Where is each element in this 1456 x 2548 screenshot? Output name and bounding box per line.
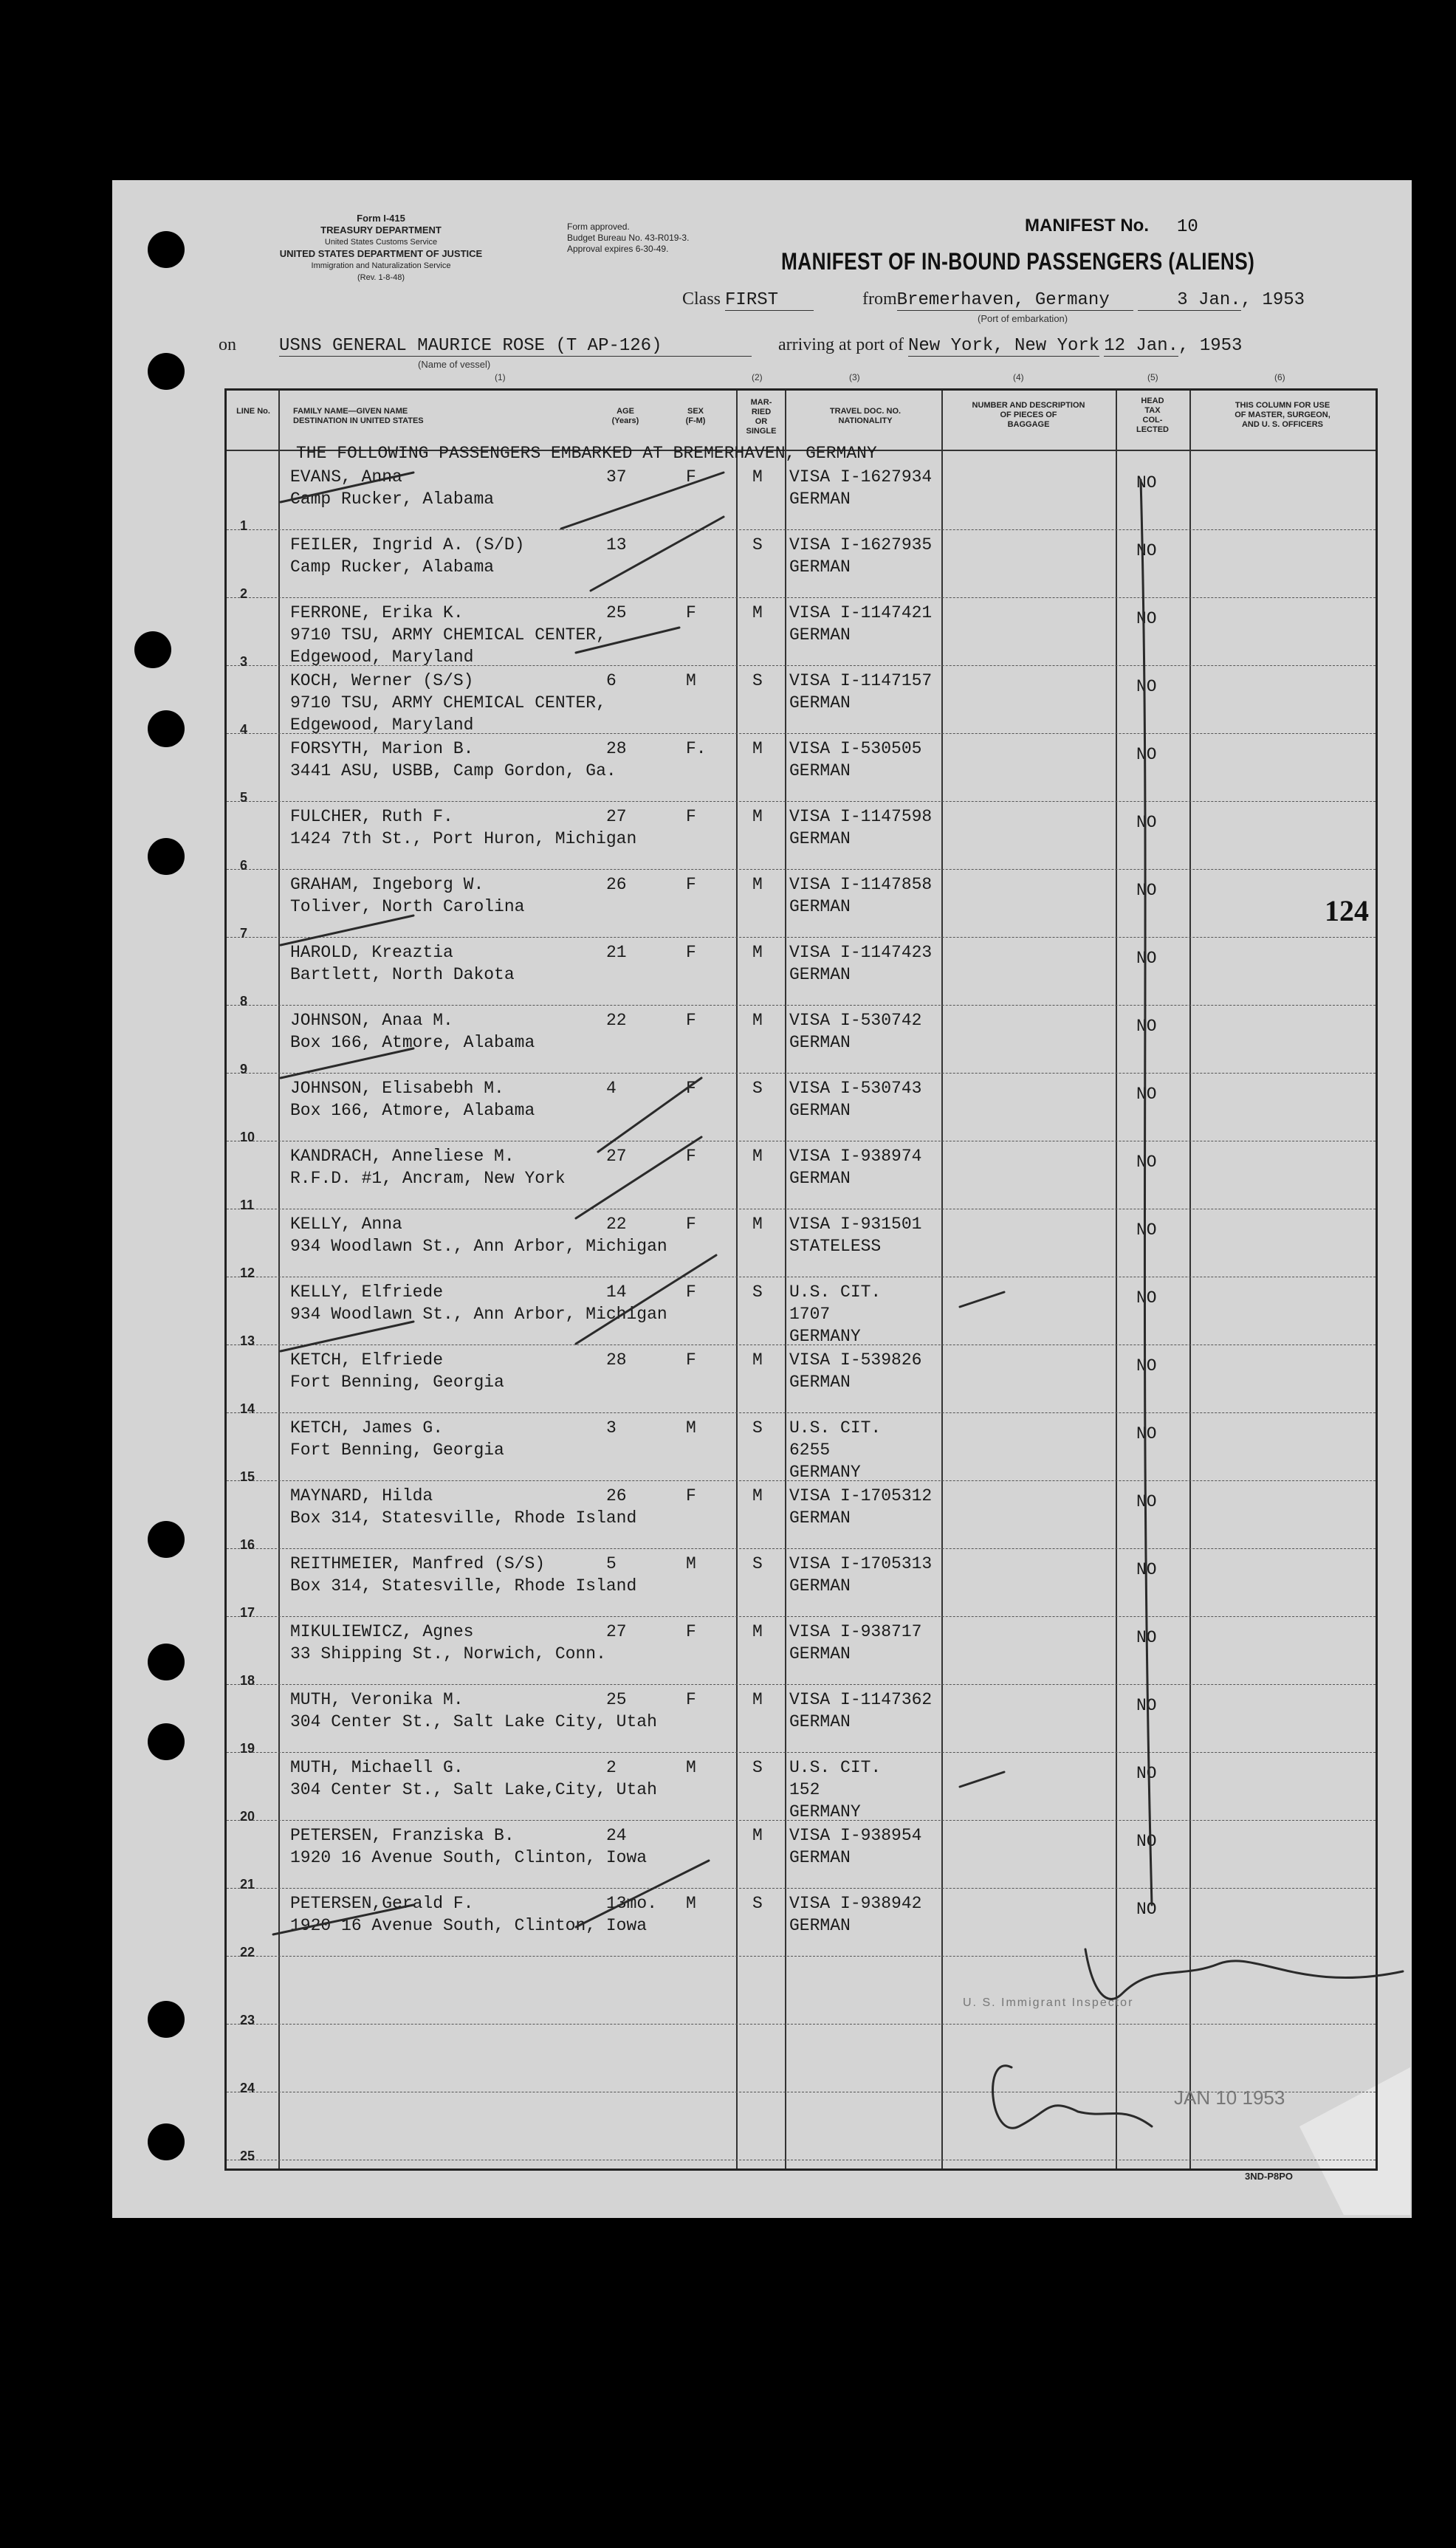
passenger-sex: M — [686, 1554, 696, 1573]
travel-doc-number: VISA I-1147362 — [789, 1690, 933, 1709]
passenger-destination: 9710 TSU, ARMY CHEMICAL CENTER, — [290, 693, 606, 712]
check-stroke — [281, 916, 413, 945]
column-number: (5) — [1147, 372, 1158, 382]
column-number: (1) — [495, 372, 506, 382]
passenger-nationality: GERMAN — [789, 1644, 851, 1663]
passenger-sex: F — [686, 1350, 696, 1370]
travel-doc-number: U.S. CIT. — [789, 1418, 882, 1438]
passenger-age: 3 — [606, 1418, 617, 1438]
treasury-dept: TREASURY DEPARTMENT — [320, 224, 442, 236]
passenger-age: 13 — [606, 535, 627, 554]
passenger-marital: M — [752, 1350, 763, 1370]
check-stroke — [281, 1322, 413, 1351]
passenger-sex: F — [686, 1282, 696, 1302]
passenger-sex: F — [686, 467, 696, 487]
passenger-nationality: GERMAN — [789, 1101, 851, 1120]
line-number: 25 — [240, 2149, 255, 2163]
passenger-age: 22 — [606, 1011, 627, 1030]
approval-line: Budget Bureau No. 43-R019-3. — [567, 233, 690, 243]
passenger-destination: Box 166, Atmore, Alabama — [290, 1101, 535, 1120]
passenger-marital: M — [752, 875, 763, 894]
passenger-destination: Fort Benning, Georgia — [290, 1373, 504, 1392]
passenger-nationality: GERMAN — [789, 1033, 851, 1052]
passenger-age: 26 — [606, 1486, 627, 1505]
check-stroke — [576, 1861, 709, 1927]
passenger-name: KELLY, Elfriede — [290, 1282, 444, 1302]
head-tax-collected: NO — [1136, 745, 1157, 764]
col-header-name: FAMILY NAME—GIVEN NAME DESTINATION IN UNITED STATES — [293, 407, 424, 425]
passenger-name: MUTH, Veronika M. — [290, 1690, 464, 1709]
check-stroke — [273, 1905, 413, 1934]
passenger-marital: M — [752, 1011, 763, 1030]
line-number: 5 — [240, 790, 248, 805]
travel-doc-number: VISA I-1147598 — [789, 807, 933, 826]
passenger-age: 26 — [606, 875, 627, 894]
head-tax-collected: NO — [1136, 1220, 1157, 1240]
line-number: 9 — [240, 1062, 248, 1076]
line-number: 18 — [240, 1673, 255, 1688]
passenger-destination: R.F.D. #1, Ancram, New York — [290, 1169, 566, 1188]
line-number: 23 — [240, 2013, 255, 2027]
passenger-marital: M — [752, 943, 763, 962]
col-header-age: AGE (Years) — [611, 407, 639, 425]
check-stroke — [561, 473, 724, 529]
depart-date: 3 Jan. — [1138, 290, 1241, 311]
passenger-nationality: GERMAN — [789, 557, 851, 577]
travel-doc-number: VISA I-530505 — [789, 739, 922, 758]
arrival-date: 12 Jan. — [1104, 336, 1179, 356]
passenger-age: 27 — [606, 807, 627, 826]
passenger-nationality: GERMAN — [789, 1169, 851, 1188]
arrival-year: , 1953 — [1178, 336, 1243, 356]
passenger-sex: F — [686, 1486, 696, 1505]
column-number: (2) — [752, 372, 763, 382]
passenger-nationality: GERMAN — [789, 1576, 851, 1596]
passenger-age: 28 — [606, 1350, 627, 1370]
travel-doc-number: U.S. CIT. — [789, 1758, 882, 1777]
check-stroke — [591, 517, 724, 591]
passenger-sex: F — [686, 603, 696, 622]
manifest-number-label: MANIFEST No. — [1025, 216, 1149, 236]
line-number: 16 — [240, 1537, 255, 1552]
line-number: 4 — [240, 722, 248, 737]
line-number: 19 — [240, 1741, 255, 1756]
passenger-marital: M — [752, 1215, 763, 1234]
passenger-marital: M — [752, 1147, 763, 1166]
head-tax-collected: NO — [1136, 1560, 1157, 1579]
page-number: 124 — [1325, 894, 1369, 927]
travel-doc-number: VISA I-1147157 — [789, 671, 933, 690]
column-number: (3) — [849, 372, 860, 382]
passenger-marital: M — [752, 739, 763, 758]
passenger-nationality: GERMAN — [789, 1916, 851, 1935]
manifest-number-value: 10 — [1177, 217, 1198, 237]
passenger-name: KETCH, Elfriede — [290, 1350, 444, 1370]
line-number: 1 — [240, 518, 248, 533]
passenger-destination: 33 Shipping St., Norwich, Conn. — [290, 1644, 606, 1663]
passenger-destination: 1424 7th St., Port Huron, Michigan — [290, 829, 637, 848]
travel-doc-number: VISA I-938942 — [789, 1894, 922, 1913]
date-stamp: JAN 10 1953 — [1174, 2087, 1285, 2109]
passenger-sex: M — [686, 1894, 696, 1913]
passenger-name: EVANS, Anna — [290, 467, 402, 487]
head-tax-collected: NO — [1136, 541, 1157, 560]
col-header-master: THIS COLUMN FOR USE OF MASTER, SURGEON, AND U. S. OFFICERS — [1234, 401, 1330, 429]
from-label: from — [862, 289, 897, 309]
passenger-destination: Box 314, Statesville, Rhode Island — [290, 1576, 637, 1596]
travel-doc-number: VISA I-1705312 — [789, 1486, 933, 1505]
line-number: 3 — [240, 654, 248, 669]
passenger-destination: Fort Benning, Georgia — [290, 1440, 504, 1460]
passenger-marital: S — [752, 671, 763, 690]
passenger-age: 21 — [606, 943, 627, 962]
passenger-marital: S — [752, 1418, 763, 1438]
travel-doc-number: VISA I-938717 — [789, 1622, 922, 1641]
passenger-marital: S — [752, 1282, 763, 1302]
arriving-label: arriving at port of — [778, 335, 904, 354]
passenger-nationality: 6255 — [789, 1440, 831, 1460]
passenger-marital: M — [752, 1486, 763, 1505]
head-tax-collected: NO — [1136, 1696, 1157, 1715]
inspector-stamp: U. S. Immigrant Inspector — [963, 1996, 1134, 2009]
passenger-name: FULCHER, Ruth F. — [290, 807, 453, 826]
passenger-marital: M — [752, 1622, 763, 1641]
passenger-name: KETCH, James G. — [290, 1418, 444, 1438]
head-tax-collected: NO — [1136, 1492, 1157, 1511]
on-label: on — [219, 335, 236, 354]
passenger-marital: M — [752, 603, 763, 622]
passenger-nationality: GERMAN — [789, 625, 851, 645]
passenger-nationality: GERMAN — [789, 965, 851, 984]
passenger-destination: Toliver, North Carolina — [290, 897, 525, 916]
passenger-age: 25 — [606, 603, 627, 622]
passenger-destination: 1920 16 Avenue South, Clinton, Iowa — [290, 1916, 648, 1935]
passenger-sex: F. — [686, 739, 707, 758]
col-header-line: LINE No. — [236, 407, 270, 416]
line-number: 6 — [240, 858, 248, 873]
passenger-sex: M — [686, 1758, 696, 1777]
line-number: 21 — [240, 1877, 255, 1892]
head-tax-collected: NO — [1136, 1424, 1157, 1443]
head-tax-collected: NO — [1136, 1764, 1157, 1783]
check-stroke — [576, 1255, 716, 1344]
passenger-nationality: GERMAN — [789, 1712, 851, 1731]
initials-signature — [993, 2066, 1152, 2129]
embarkation-note: THE FOLLOWING PASSENGERS EMBARKED AT BREMERHAVEN, GERMANY — [296, 444, 877, 463]
head-tax-collected: NO — [1136, 677, 1157, 696]
passenger-destination: 9710 TSU, ARMY CHEMICAL CENTER, — [290, 625, 606, 645]
passenger-sex: M — [686, 671, 696, 690]
travel-doc-number: U.S. CIT. — [789, 1282, 882, 1302]
passenger-name: MIKULIEWICZ, Agnes — [290, 1622, 474, 1641]
approval-line: Approval expires 6-30-49. — [567, 244, 669, 254]
head-tax-collected: NO — [1136, 1356, 1157, 1376]
depart-year: , 1953 — [1240, 290, 1305, 310]
col-header-travel-doc: TRAVEL DOC. NO. NATIONALITY — [829, 407, 902, 425]
passenger-age: 37 — [606, 467, 627, 487]
passenger-age: 27 — [606, 1622, 627, 1641]
line-number: 24 — [240, 2081, 255, 2095]
passenger-nationality: GERMAN — [789, 829, 851, 848]
passenger-age: 25 — [606, 1690, 627, 1709]
head-tax-collected: NO — [1136, 473, 1157, 492]
head-tax-collected: NO — [1136, 1900, 1157, 1919]
col-header-sex: SEX (F-M) — [685, 407, 706, 425]
passenger-age: 4 — [606, 1079, 617, 1098]
passenger-nationality-2: GERMANY — [789, 1327, 861, 1346]
passenger-marital: M — [752, 467, 763, 487]
passenger-marital: S — [752, 1079, 763, 1098]
head-tax-collected: NO — [1136, 1153, 1157, 1172]
head-tax-collected: NO — [1136, 813, 1157, 832]
head-tax-collected: NO — [1136, 609, 1157, 628]
passenger-destination: 934 Woodlawn St., Ann Arbor, Michigan — [290, 1305, 667, 1324]
passenger-nationality: GERMAN — [789, 1848, 851, 1867]
head-tax-collected: NO — [1136, 1288, 1157, 1308]
passenger-name: JOHNSON, Anaa M. — [290, 1011, 453, 1030]
line-number: 2 — [240, 586, 248, 601]
approval-line: Form approved. — [567, 222, 630, 232]
line-number: 10 — [240, 1130, 255, 1144]
passenger-sex: F — [686, 1622, 696, 1641]
head-tax-collected: NO — [1136, 949, 1157, 968]
passenger-age: 28 — [606, 739, 627, 758]
passenger-name: KELLY, Anna — [290, 1215, 402, 1234]
passenger-age: 5 — [606, 1554, 617, 1573]
class-value: FIRST — [725, 290, 814, 311]
passenger-marital: M — [752, 807, 763, 826]
passenger-nationality: GERMAN — [789, 693, 851, 712]
passenger-destination: Camp Rucker, Alabama — [290, 557, 495, 577]
travel-doc-number: VISA I-530743 — [789, 1079, 922, 1098]
travel-doc-number: VISA I-931501 — [789, 1215, 922, 1234]
passenger-nationality-2: GERMANY — [789, 1463, 861, 1482]
ins-service: Immigration and Naturalization Service — [311, 261, 451, 270]
passenger-age: 27 — [606, 1147, 627, 1166]
travel-doc-number: VISA I-938954 — [789, 1826, 922, 1845]
passenger-destination: 934 Woodlawn St., Ann Arbor, Michigan — [290, 1237, 667, 1256]
passenger-name: PETERSEN,Gerald F. — [290, 1894, 474, 1913]
col-header-baggage: NUMBER AND DESCRIPTION OF PIECES OF BAGGAGE — [972, 401, 1085, 429]
passenger-name: PETERSEN, Franziska B. — [290, 1826, 515, 1845]
passenger-age: 6 — [606, 671, 617, 690]
head-tax-collected: NO — [1136, 1832, 1157, 1851]
travel-doc-number: VISA I-1147423 — [789, 943, 933, 962]
passenger-age: 13mo. — [606, 1894, 658, 1913]
passenger-name: HAROLD, Kreaztia — [290, 943, 453, 962]
passenger-marital: S — [752, 1894, 763, 1913]
passenger-marital: M — [752, 1826, 763, 1845]
passenger-age: 14 — [606, 1282, 627, 1302]
passenger-name: REITHMEIER, Manfred (S/S) — [290, 1554, 546, 1573]
passenger-sex: F — [686, 1079, 696, 1098]
form-number: Form I-415 — [357, 213, 405, 224]
column-number: (4) — [1013, 372, 1024, 382]
passenger-name: GRAHAM, Ingeborg W. — [290, 875, 484, 894]
passenger-marital: M — [752, 1690, 763, 1709]
passenger-nationality: 1707 — [789, 1305, 831, 1324]
line-number: 17 — [240, 1605, 255, 1620]
customs-service: United States Customs Service — [324, 238, 438, 247]
check-stroke — [281, 473, 413, 502]
passenger-marital: S — [752, 1758, 763, 1777]
passenger-nationality: GERMAN — [789, 761, 851, 780]
passenger-name: MUTH, Michaell G. — [290, 1758, 464, 1777]
passenger-destination: 3441 ASU, USBB, Camp Gordon, Ga. — [290, 761, 617, 780]
vessel-caption: (Name of vessel) — [418, 359, 491, 370]
check-stroke — [960, 1772, 1004, 1787]
passenger-name: FEILER, Ingrid A. (S/D) — [290, 535, 525, 554]
passenger-age: 2 — [606, 1758, 617, 1777]
passenger-sex: F — [686, 1011, 696, 1030]
passenger-sex: F — [686, 1147, 696, 1166]
passenger-nationality-2: GERMANY — [789, 1802, 861, 1821]
passenger-destination-2: Edgewood, Maryland — [290, 648, 474, 667]
passenger-sex: F — [686, 943, 696, 962]
check-stroke — [598, 1078, 701, 1152]
passenger-nationality: GERMAN — [789, 1373, 851, 1392]
passenger-nationality: 152 — [789, 1780, 820, 1799]
travel-doc-number: VISA I-530742 — [789, 1011, 922, 1030]
passenger-nationality: GERMAN — [789, 897, 851, 916]
head-tax-collected: NO — [1136, 1628, 1157, 1647]
passenger-age: 22 — [606, 1215, 627, 1234]
travel-doc-number: VISA I-1627934 — [789, 467, 933, 487]
passenger-sex: F — [686, 1215, 696, 1234]
form-revision: (Rev. 1-8-48) — [357, 273, 405, 282]
passenger-sex: M — [686, 1418, 696, 1438]
line-number: 14 — [240, 1401, 255, 1416]
justice-dept: UNITED STATES DEPARTMENT OF JUSTICE — [279, 248, 483, 259]
travel-doc-number: VISA I-938974 — [789, 1147, 922, 1166]
check-stroke — [576, 1137, 701, 1218]
passenger-destination: Bartlett, North Dakota — [290, 965, 515, 984]
head-tax-check-line — [1141, 480, 1152, 1905]
col-header-head-tax: HEAD TAX COL- LECTED — [1136, 396, 1169, 434]
passenger-nationality: GERMAN — [789, 490, 851, 509]
passenger-name: FERRONE, Erika K. — [290, 603, 464, 622]
travel-doc-number: VISA I-1627935 — [789, 535, 933, 554]
printer-code: 3ND-P8PO — [1245, 2171, 1294, 2182]
passenger-destination: 304 Center St., Salt Lake,City, Utah — [290, 1780, 657, 1799]
passenger-nationality: GERMAN — [789, 1508, 851, 1528]
column-number: (6) — [1274, 372, 1285, 382]
line-number: 20 — [240, 1809, 255, 1824]
passenger-name: FORSYTH, Marion B. — [290, 739, 474, 758]
from-value: Bremerhaven, Germany — [897, 290, 1133, 311]
line-number: 7 — [240, 926, 248, 941]
passenger-marital: S — [752, 1554, 763, 1573]
passenger-sex: F — [686, 807, 696, 826]
travel-doc-number: VISA I-1147421 — [789, 603, 933, 622]
passenger-sex: F — [686, 1690, 696, 1709]
passenger-nationality: STATELESS — [789, 1237, 882, 1256]
passenger-destination: Camp Rucker, Alabama — [290, 490, 495, 509]
head-tax-collected: NO — [1136, 1017, 1157, 1036]
check-stroke — [960, 1292, 1004, 1307]
check-stroke — [576, 628, 679, 653]
passenger-destination: Box 166, Atmore, Alabama — [290, 1033, 535, 1052]
line-number: 22 — [240, 1945, 255, 1960]
passenger-name: MAYNARD, Hilda — [290, 1486, 433, 1505]
passenger-name: KANDRACH, Anneliese M. — [290, 1147, 515, 1166]
head-tax-collected: NO — [1136, 881, 1157, 900]
line-number: 11 — [240, 1198, 255, 1212]
travel-doc-number: VISA I-1705313 — [789, 1554, 933, 1573]
inspector-signature — [1085, 1949, 1403, 1999]
passenger-sex: F — [686, 875, 696, 894]
passenger-destination: Box 314, Statesville, Rhode Island — [290, 1508, 637, 1528]
arrival-port: New York, New York — [907, 336, 1100, 356]
line-number: 15 — [240, 1469, 255, 1484]
col-header-married: MAR- RIED OR SINGLE — [746, 398, 777, 436]
line-number: 13 — [240, 1333, 255, 1348]
head-tax-collected: NO — [1136, 1085, 1157, 1104]
passenger-name: JOHNSON, Elisabebh M. — [290, 1079, 504, 1098]
passenger-destination-2: Edgewood, Maryland — [290, 715, 474, 735]
line-number: 8 — [240, 994, 248, 1009]
vessel-name: USNS GENERAL MAURICE ROSE (T AP-126) — [279, 336, 752, 357]
check-stroke — [281, 1048, 413, 1078]
passenger-marital: S — [752, 535, 763, 554]
passenger-age: 24 — [606, 1826, 627, 1845]
travel-doc-number: VISA I-539826 — [789, 1350, 922, 1370]
line-number: 12 — [240, 1266, 255, 1280]
page-title: MANIFEST OF IN-BOUND PASSENGERS (ALIENS) — [781, 248, 1255, 275]
port-embark-caption: (Port of embarkation) — [978, 313, 1068, 324]
travel-doc-number: VISA I-1147858 — [789, 875, 933, 894]
passenger-destination: 1920 16 Avenue South, Clinton, Iowa — [290, 1848, 648, 1867]
class-label: Class — [682, 289, 721, 309]
passenger-destination: 304 Center St., Salt Lake City, Utah — [290, 1712, 657, 1731]
passenger-name: KOCH, Werner (S/S) — [290, 671, 474, 690]
